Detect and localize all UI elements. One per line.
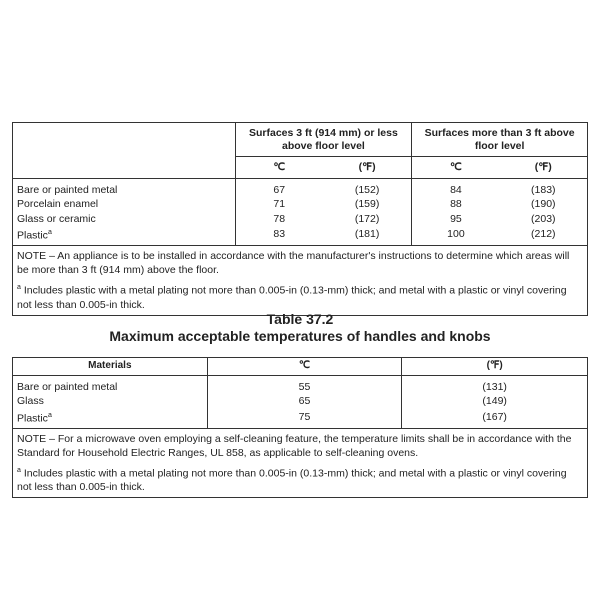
temp-c-low: 83 bbox=[235, 226, 323, 246]
temp-f-high: (212) bbox=[500, 226, 588, 246]
table-note: NOTE – For a microwave oven employing a self-cleaning feature, the temperature limits shall be in accordance with the Standard for Household Electric Ranges, UL 858, as applicable to self-cleaning ovens. bbox=[17, 432, 572, 459]
temp-c: 65 bbox=[207, 394, 402, 409]
temp-c-low: 67 bbox=[235, 178, 323, 197]
header-f: (℉) bbox=[500, 157, 588, 179]
temp-f: (167) bbox=[402, 409, 588, 429]
header-c: ℃ bbox=[207, 358, 402, 376]
temp-f-high: (203) bbox=[531, 212, 556, 225]
temp-f-low: (159) bbox=[354, 198, 380, 210]
material-cell: Glass bbox=[17, 395, 44, 407]
handles-knobs-table bbox=[12, 357, 588, 498]
temp-c-low: 71 bbox=[235, 197, 323, 212]
temp-c-high: 95 bbox=[412, 212, 500, 227]
material-cell: Porcelain enamel bbox=[17, 198, 99, 210]
table-note: NOTE – An appliance is to be installed in accordance with the manufacturer's instructions to determine which areas will be more than 3 ft (914 mm) above the floor. bbox=[17, 250, 570, 276]
temp-f: (149) bbox=[402, 394, 588, 409]
header-f: (℉) bbox=[323, 157, 412, 179]
temp-f-high: (183) bbox=[531, 183, 556, 196]
table-row bbox=[13, 375, 588, 394]
temp-f-low: (172) bbox=[354, 212, 380, 225]
header-c: ℃ bbox=[412, 157, 500, 179]
header-blank bbox=[13, 123, 236, 179]
material-cell: Glass or ceramic bbox=[17, 212, 96, 225]
material-cell: Plastic$^a$ bbox=[13, 409, 208, 429]
table-caption: Maximum acceptable temperatures of handles and knobs bbox=[109, 328, 491, 344]
temp-f-high: (190) bbox=[531, 198, 556, 210]
table-row bbox=[13, 178, 588, 197]
temp-f: (131) bbox=[402, 375, 588, 394]
table-row bbox=[13, 212, 588, 227]
header-c: ℃ bbox=[235, 157, 323, 179]
temp-c-low: 78 bbox=[235, 212, 323, 227]
material-cell: Bare or painted metal bbox=[17, 183, 118, 196]
temp-c: 75 bbox=[207, 409, 402, 429]
table-footnote: $^a$ Includes plastic with a metal plating not more than 0.005-in (0.13-mm) thick; and metal with a plastic or vinyl covering not less than 0.005-in thick. bbox=[17, 284, 567, 311]
table-footnote: $^a$ Includes plastic with a metal plating not more than 0.005-in (0.13-mm) thick; and metal with a plastic or vinyl covering not less than 0.005-in thick. bbox=[17, 466, 567, 493]
table-title bbox=[0, 311, 600, 345]
temp-c-high: 100 bbox=[412, 226, 500, 246]
temp-f-low: (152) bbox=[354, 183, 380, 196]
temp-c-high: 88 bbox=[412, 197, 500, 212]
temp-f-low: (181) bbox=[323, 226, 412, 246]
header-group-high: Surfaces more than 3 ft above floor level bbox=[412, 123, 588, 157]
header-group-low: Surfaces 3 ft (914 mm) or less above floor level bbox=[235, 123, 412, 157]
header-f: (℉) bbox=[402, 358, 588, 376]
table-number: Table 37.2 bbox=[266, 311, 334, 327]
table-row bbox=[13, 197, 588, 212]
material-cell: Bare or painted metal bbox=[17, 380, 118, 393]
table-row bbox=[13, 226, 588, 246]
table-row bbox=[13, 394, 588, 409]
temp-c-high: 84 bbox=[412, 178, 500, 197]
header-materials: Materials bbox=[13, 358, 208, 376]
temp-c: 55 bbox=[207, 375, 402, 394]
table-row bbox=[13, 409, 588, 429]
material-cell: Plastic$^a$ bbox=[13, 226, 236, 246]
surface-temperature-table bbox=[12, 122, 588, 316]
